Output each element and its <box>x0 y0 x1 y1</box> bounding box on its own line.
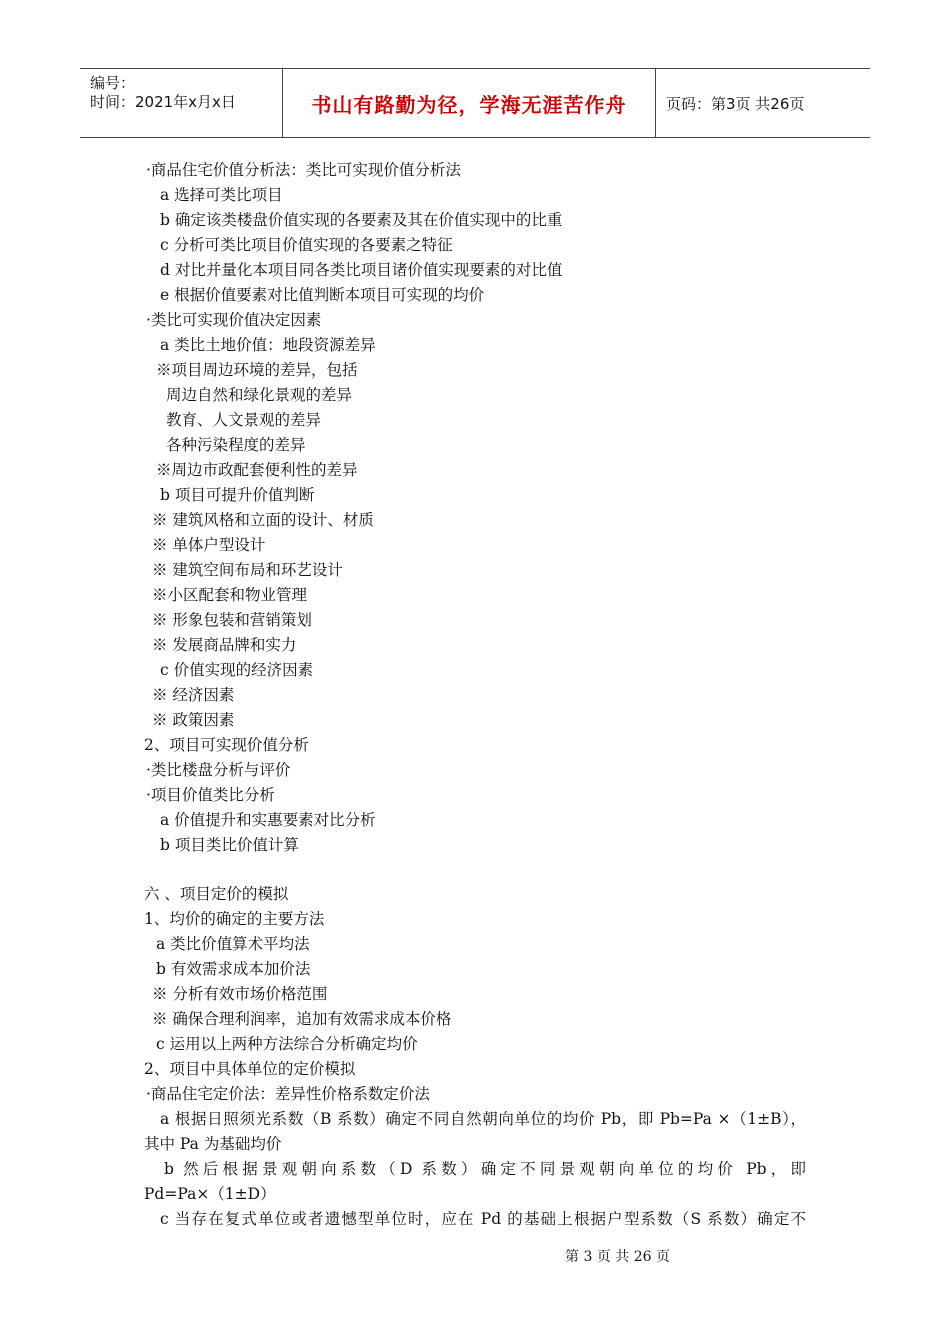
header-page-info: 页码：第3页 共26页 <box>666 94 805 113</box>
body-line: 1、均价的确定的主要方法 <box>144 910 325 928</box>
section-heading: 六 、项目定价的模拟 <box>144 885 289 903</box>
body-line: ※项目周边环境的差异，包括 <box>156 361 358 379</box>
page-footer: 第 3 页 共 26 页 <box>565 1249 670 1265</box>
header-motto-cell <box>283 69 656 137</box>
body-line: ※ 单体户型设计 <box>152 536 266 554</box>
body-line: c 价值实现的经济因素 <box>160 661 314 679</box>
body-line: 周边自然和绿化景观的差异 <box>166 386 353 404</box>
body-line: 2、项目可实现价值分析 <box>144 736 309 754</box>
header-page-cell <box>656 69 870 137</box>
document-date-label: 时间：2021年x月x日 <box>90 93 236 111</box>
body-line: c 当存在复式单位或者遗憾型单位时，应在 Pd 的基础上根据户型系数（S 系数）确定不 <box>160 1210 806 1228</box>
body-line: ·类比楼盘分析与评价 <box>146 761 291 779</box>
body-line: ·商品住宅定价法：差异性价格系数定价法 <box>146 1085 430 1103</box>
body-line: 各种污染程度的差异 <box>166 436 306 454</box>
body-line: a 类比价值算术平均法 <box>156 935 310 953</box>
body-line: Pd=Pa×（1±D） <box>144 1185 276 1203</box>
body-line: a 选择可类比项目 <box>160 186 283 204</box>
body-line: a 根据日照须光系数（B 系数）确定不同自然朝向单位的均价 Pb，即 Pb=Pa ×（1±B）， <box>160 1110 806 1128</box>
body-line: 2、项目中具体单位的定价模拟 <box>144 1060 356 1078</box>
body-line: ※ 建筑风格和立面的设计、材质 <box>152 511 374 529</box>
body-line: ※周边市政配套便利性的差异 <box>156 461 358 479</box>
body-line: d 对比并量化本项目同各类比项目诸价值实现要素的对比值 <box>160 261 563 279</box>
body-line: ※ 发展商品牌和实力 <box>152 636 297 654</box>
body-line: ·项目价值类比分析 <box>146 786 275 804</box>
header-meta-cell <box>80 69 283 137</box>
body-line: c 分析可类比项目价值实现的各要素之特征 <box>160 236 453 254</box>
body-line: a 价值提升和实惠要素对比分析 <box>160 811 376 829</box>
body-line: 教育、人文景观的差异 <box>166 411 322 429</box>
body-line: ※ 经济因素 <box>152 686 235 704</box>
body-line: ·商品住宅价值分析法：类比可实现价值分析法 <box>146 161 461 179</box>
body-line: b 确定该类楼盘价值实现的各要素及其在价值实现中的比重 <box>160 211 563 229</box>
body-line: e 根据价值要素对比值判断本项目可实现的均价 <box>160 286 485 304</box>
body-line: a 类比土地价值：地段资源差异 <box>160 336 376 354</box>
header-motto: 书山有路勤为径，学海无涯苦作舟 <box>311 92 627 117</box>
body-line: ※ 建筑空间布局和环艺设计 <box>152 561 343 579</box>
body-line: b 然后根据景观朝向系数（D 系数）确定不同景观朝向单位的均价 Pb，即 <box>164 1160 806 1178</box>
body-line: b 项目可提升价值判断 <box>160 486 315 504</box>
document-number-label: 编号： <box>90 74 136 92</box>
body-line: ※ 分析有效市场价格范围 <box>152 985 328 1003</box>
body-line: b 项目类比价值计算 <box>160 836 299 854</box>
body-line: ※小区配套和物业管理 <box>152 586 308 604</box>
page-header <box>80 68 870 138</box>
body-line: ※ 确保合理利润率，追加有效需求成本价格 <box>152 1010 452 1028</box>
body-line: 其中 Pa 为基础均价 <box>144 1135 282 1153</box>
body-line: b 有效需求成本加价法 <box>156 960 311 978</box>
body-line: ·类比可实现价值决定因素 <box>146 311 322 329</box>
body-line: ※ 形象包装和营销策划 <box>152 611 312 629</box>
body-line: ※ 政策因素 <box>152 711 235 729</box>
body-line: c 运用以上两种方法综合分析确定均价 <box>156 1035 418 1053</box>
